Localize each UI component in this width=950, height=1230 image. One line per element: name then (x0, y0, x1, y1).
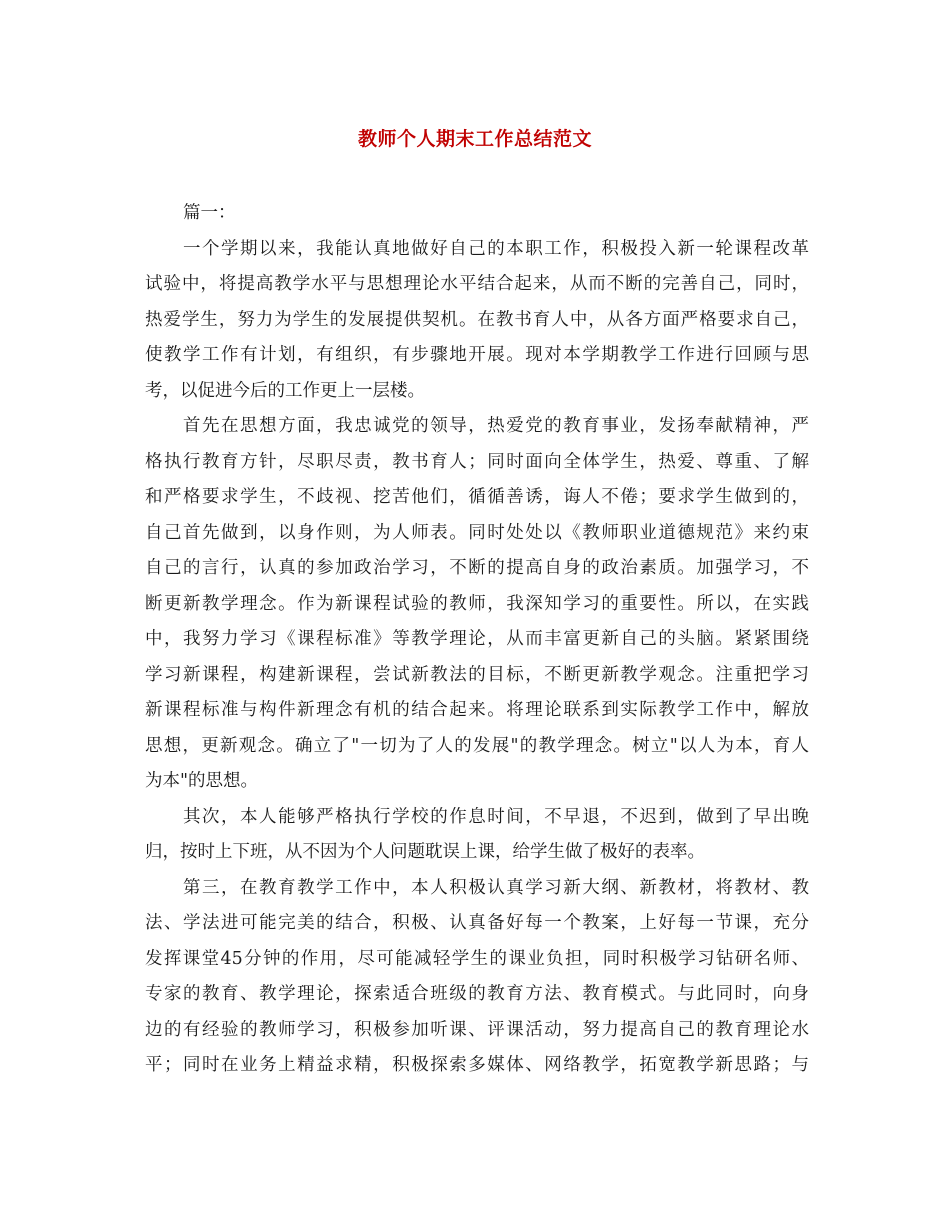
text-line: 边的有经验的教师学习，积极参加听课、评课活动，努力提高自己的教育理论水 (145, 1019, 809, 1040)
text-line: 思想，更新观念。确立了"一切为了人的发展"的教学理念。树立"以人为本，育人 (145, 735, 809, 756)
text-line: 学习新课程，构建新课程，尝试新教法的目标，不断更新教学观念。注重把学习 (145, 664, 809, 685)
text-line: 专家的教育、教学理论，探索适合班级的教育方法、教育模式。与此同时，向身 (145, 984, 809, 1004)
text-line: 为本"的思想。 (145, 771, 259, 791)
text-line: 归，按时上下班，从不因为个人问题耽误上课，给学生做了极好的表率。 (145, 842, 705, 862)
text-line: 新课程标准与构件新理念有机的结合起来。将理论联系到实际教学工作中，解放 (145, 700, 809, 720)
text-line: 发挥课堂45分钟的作用，尽可能减轻学生的课业负担，同时积极学习钻研名师、 (145, 948, 809, 969)
text-line: 第三，在教育教学工作中，本人积极认真学习新大纲、新教材，将教材、教 (183, 877, 809, 898)
text-line: 使教学工作有计划，有组织，有步骤地开展。现对本学期教学工作进行回顾与思 (145, 345, 809, 365)
text-line: 篇一： (183, 203, 236, 223)
text-line: 平；同时在业务上精益求精，积极探索多媒体、网络教学，拓宽教学新思路；与 (145, 1055, 809, 1075)
text-line: 和严格要求学生，不歧视、挖苦他们，循循善诱，诲人不倦；要求学生做到的， (145, 487, 809, 507)
text-line: 热爱学生，努力为学生的发展提供契机。在教书育人中，从各方面严格要求自己， (145, 309, 809, 330)
text-line: 其次，本人能够严格执行学校的作息时间，不早退，不迟到，做到了早出晚 (183, 806, 809, 827)
text-line: 中，我努力学习《课程标准》等教学理论，从而丰富更新自己的头脑。紧紧围绕 (145, 629, 809, 649)
text-line: 一个学期以来，我能认真地做好自己的本职工作，积极投入新一轮课程改革 (183, 238, 809, 259)
document-title: 教师个人期末工作总结范文 (357, 128, 592, 150)
text-line: 断更新教学理念。作为新课程试验的教师，我深知学习的重要性。所以，在实践 (145, 593, 809, 614)
text-line: 法、学法进可能完美的结合，积极、认真备好每一个教案，上好每一节课，充分 (145, 913, 809, 933)
document-body (145, 196, 809, 1084)
text-line: 考，以促进今后的工作更上一层楼。 (145, 380, 425, 401)
text-line: 格执行教育方针，尽职尽责，教书育人；同时面向全体学生，热爱、尊重、了解 (145, 451, 809, 472)
text-line: 试验中，将提高教学水平与思想理论水平结合起来，从而不断的完善自己，同时， (145, 274, 809, 294)
text-line: 首先在思想方面，我忠诚党的领导，热爱党的教育事业，发扬奉献精神，严 (183, 416, 809, 436)
text-line: 自己的言行，认真的参加政治学习，不断的提高自身的政治素质。加强学习，不 (145, 558, 809, 578)
text-line: 自己首先做到，以身作则，为人师表。同时处处以《教师职业道德规范》来约束 (145, 522, 809, 543)
